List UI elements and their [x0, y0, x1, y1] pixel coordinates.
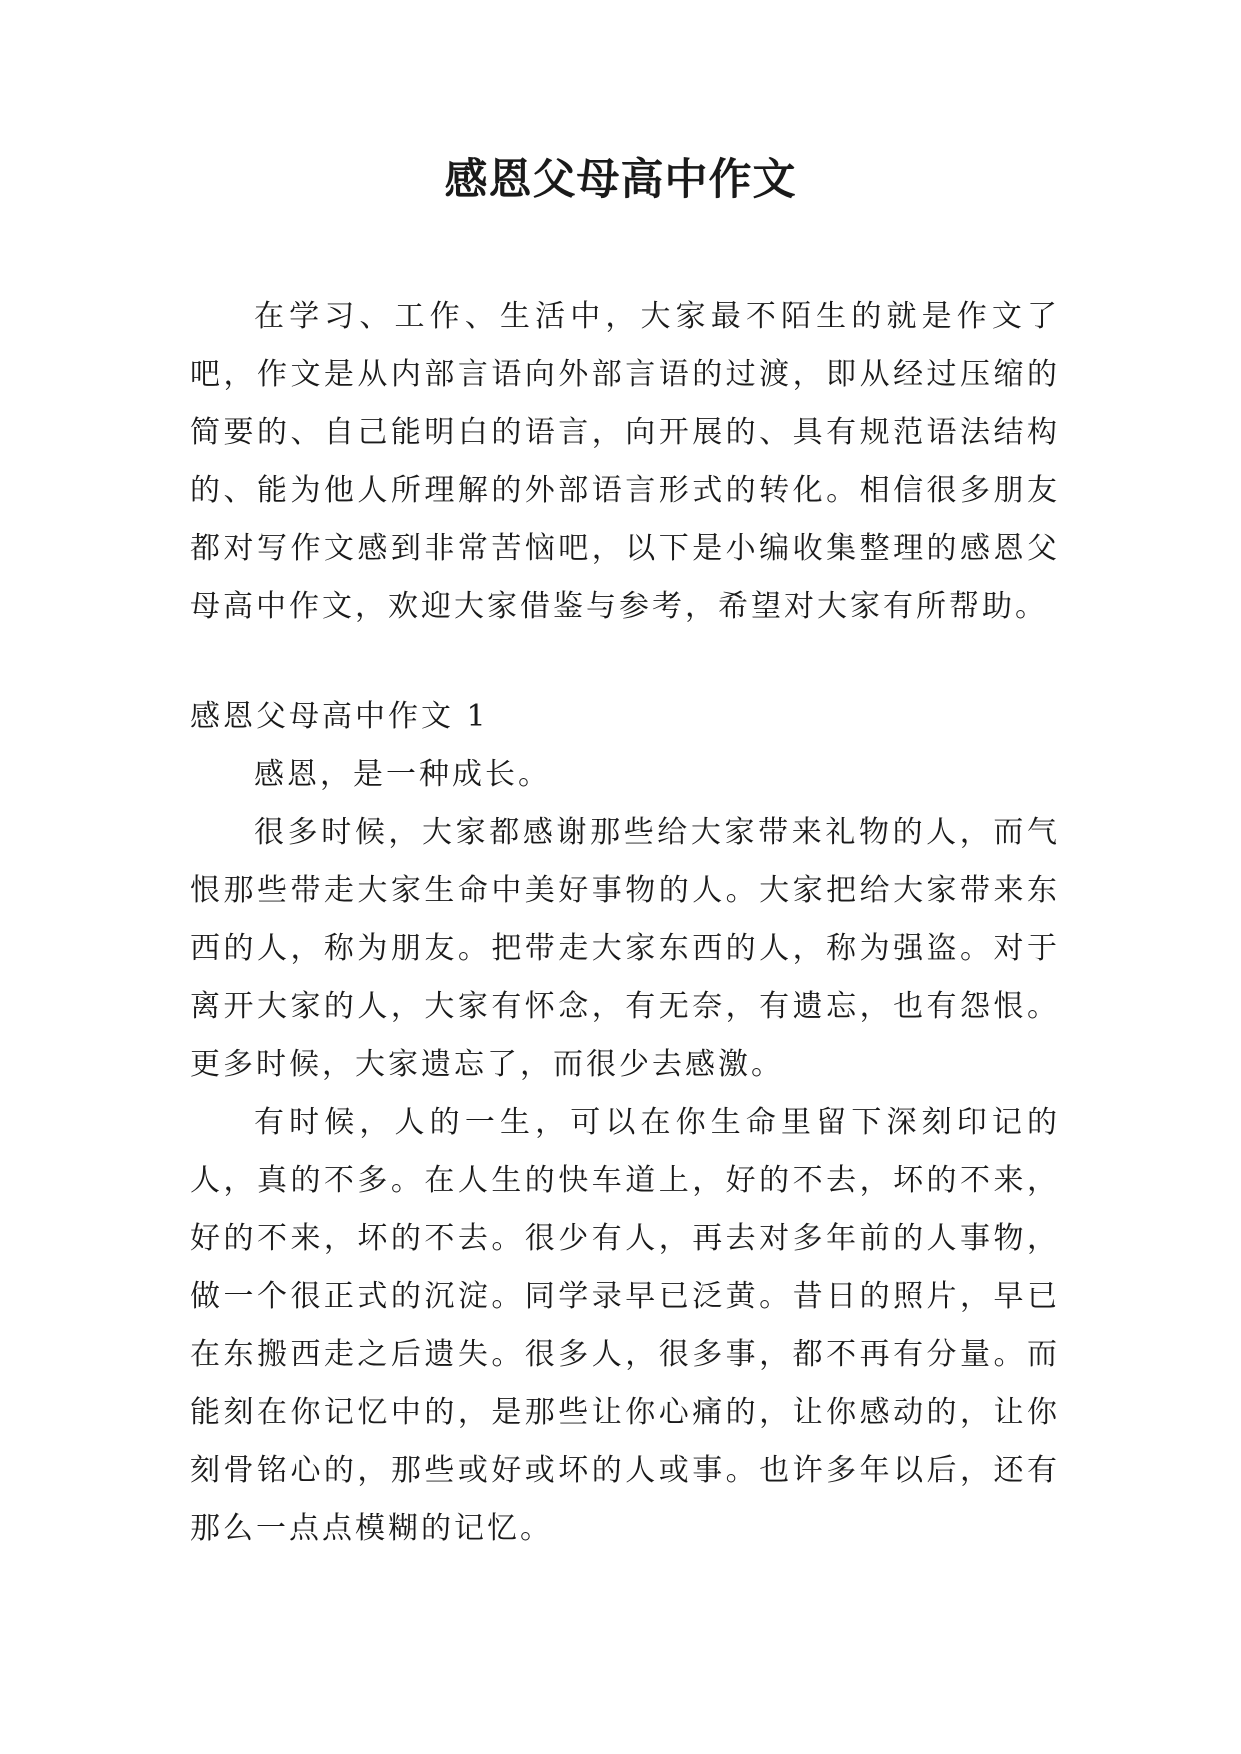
body-paragraph-3: 有时候，人的一生，可以在你生命里留下深刻印记的人，真的不多。在人生的快车道上，好的不去，坏的不来，好的不来，坏的不去。很少有人，再去对多年前的人事物，做一个很正式的沉淀。同学录早已泛黄。昔日的照片，早已在东搬西走之后遗失。很多人，很多事，都不再有分量。而能刻在你记忆中的，是那些让你心痛的，让你感动的，让你刻骨铭心的，那些或好或坏的人或事。也许多年以后，还有那么一点点模糊的记忆。 — [190, 1105, 1060, 1546]
body-paragraph-1: 感恩，是一种成长。 — [254, 757, 551, 792]
body-paragraph-2: 很多时候，大家都感谢那些给大家带来礼物的人，而气恨那些带走大家生命中美好事物的人。大家把给大家带来东西的人，称为朋友。把带走大家东西的人，称为强盗。对于离开大家的人，大家有怀念，有无奈，有遗忘，也有怨恨。更多时候，大家遗忘了，而很少去感激。 — [190, 815, 1060, 1082]
document-title: 感恩父母高中作文 — [444, 155, 797, 205]
intro-paragraph: 在学习、工作、生活中，大家最不陌生的就是作文了吧，作文是从内部言语向外部言语的过渡，即从经过压缩的简要的、自己能明白的语言，向开展的、具有规范语法结构的、能为他人所理解的外部语言形式的转化。相信很多朋友都对写作文感到非常苦恼吧，以下是小编收集整理的感恩父母高中作文，欢迎大家借鉴与参考，希望对大家有所帮助。 — [190, 299, 1060, 624]
section-heading: 感恩父母高中作文 1 — [190, 699, 489, 734]
document-body — [190, 288, 1060, 1558]
